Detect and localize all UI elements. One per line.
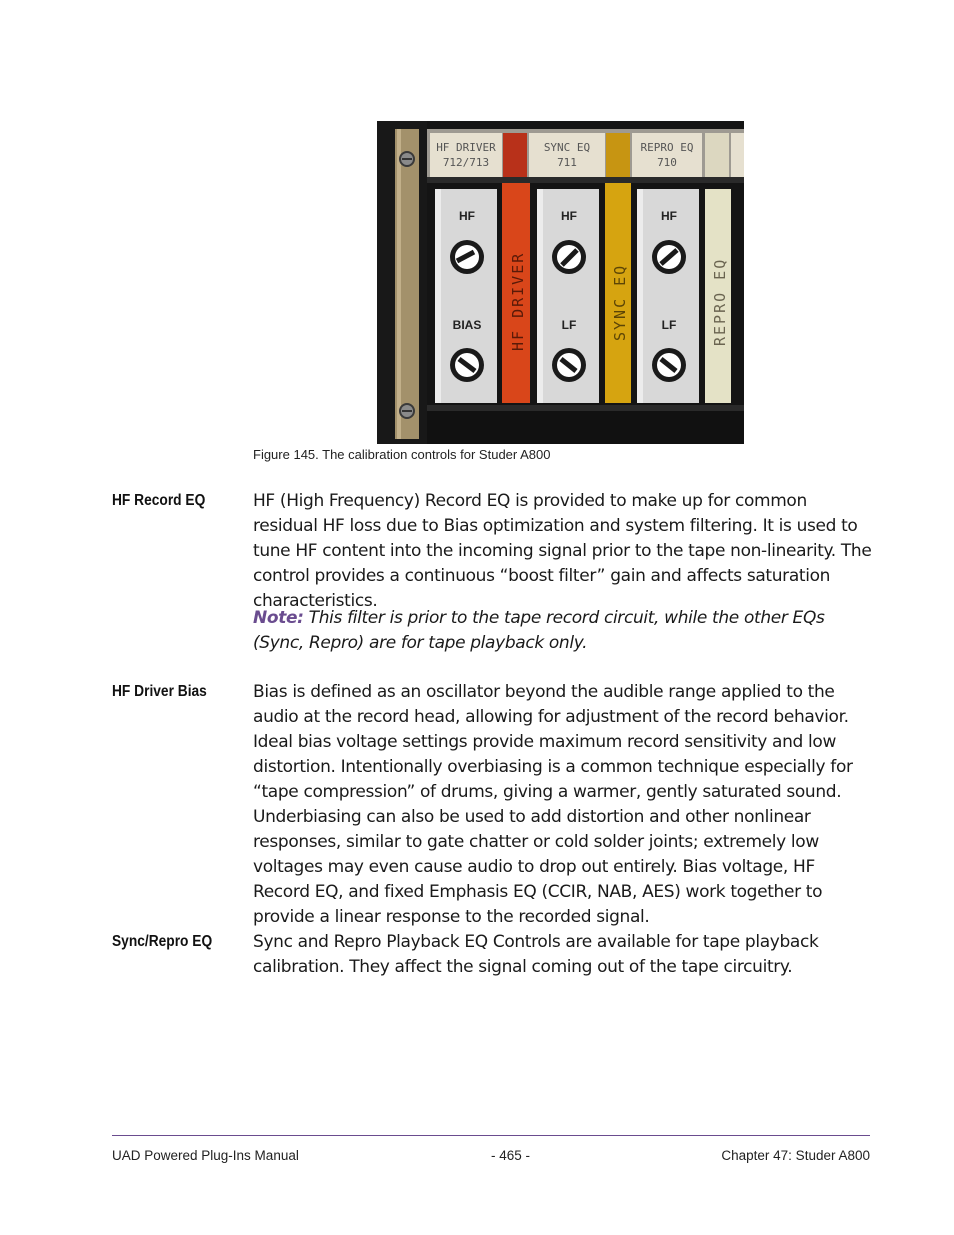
header-label-text: 712/713 — [442, 156, 490, 169]
knob-label: LF — [561, 318, 577, 332]
calibration-controls-figure — [377, 121, 744, 444]
footer-rule — [112, 1135, 870, 1136]
header-label-text: 710 — [657, 156, 677, 169]
section-heading-hf-driver-bias: HF Driver Bias — [112, 683, 207, 700]
figure-caption: Figure 145. The calibration controls for Studer A800 — [253, 447, 551, 462]
knob-label: BIAS — [452, 318, 482, 332]
note-label: Note: — [253, 608, 304, 628]
section-heading-sync-repro-eq: Sync/Repro EQ — [112, 933, 213, 950]
header-label-text: 711 — [557, 156, 577, 169]
note-text: This filter is prior to the tape record circuit, while the other EQs (Sync, Repro) are for tape playback only. — [253, 608, 825, 653]
calibration-panel-image — [377, 121, 744, 444]
header-label-text: REPRO EQ — [640, 141, 694, 154]
section-heading-hf-record-eq: HF Record EQ — [112, 492, 206, 509]
knob-label: LF — [661, 318, 677, 332]
repro-eq-header-label — [632, 133, 702, 177]
note-paragraph — [253, 606, 873, 656]
hf-record-eq-body: HF (High Frequency) Record EQ is provided to make up for common residual HF loss due to Bias optimization and system filtering. It is used to tune HF content into the incoming signal prior to the tape non-linearity. The control provides a continuous “boost filter” gain and affects saturation characteristics. — [253, 491, 872, 611]
knob-label: HF — [459, 209, 475, 223]
footer-chapter: Chapter 47: Studer A800 — [721, 1148, 870, 1163]
hf-driver-bias-body: Bias is defined as an oscillator beyond the audible range applied to the audio at the record head, allowing for adjustment of the record behavior. Ideal bias voltage settings provide maximum record sensitivity and low distortion. Intentionally overbiasing is a common technique especially for “tape compression” of drums, giving a warmer, gently saturated sound. Underbiasing can also be used to add distortion and other nonlinear responses, similar to gate chatter or cold solder joints; extremely low voltages may even cause audio to drop out entirely. Bias voltage, HF Record EQ, and fixed Emphasis EQ (CCIR, NAB, AES) work together to provide a linear response to the recorded signal. — [253, 682, 853, 927]
knob-label: HF — [561, 209, 577, 223]
strip-label: HF DRIVER — [509, 251, 527, 351]
strip-label: REPRO EQ — [711, 257, 729, 346]
sync-eq-header-label — [529, 133, 605, 177]
header-label-text: SYNC EQ — [543, 141, 591, 154]
sync-repro-eq-body: Sync and Repro Playback EQ Controls are available for tape playback calibration. They affect the signal coming out of the tape circuitry. — [253, 932, 819, 977]
strip-label: SYNC EQ — [611, 263, 629, 341]
header-label-text: HF DRIVER — [436, 141, 496, 154]
hf-driver-header-label — [430, 133, 502, 177]
footer-manual-title: UAD Powered Plug-Ins Manual — [112, 1148, 299, 1163]
footer-page-number: - 465 - — [491, 1148, 531, 1163]
knob-label: HF — [661, 209, 677, 223]
